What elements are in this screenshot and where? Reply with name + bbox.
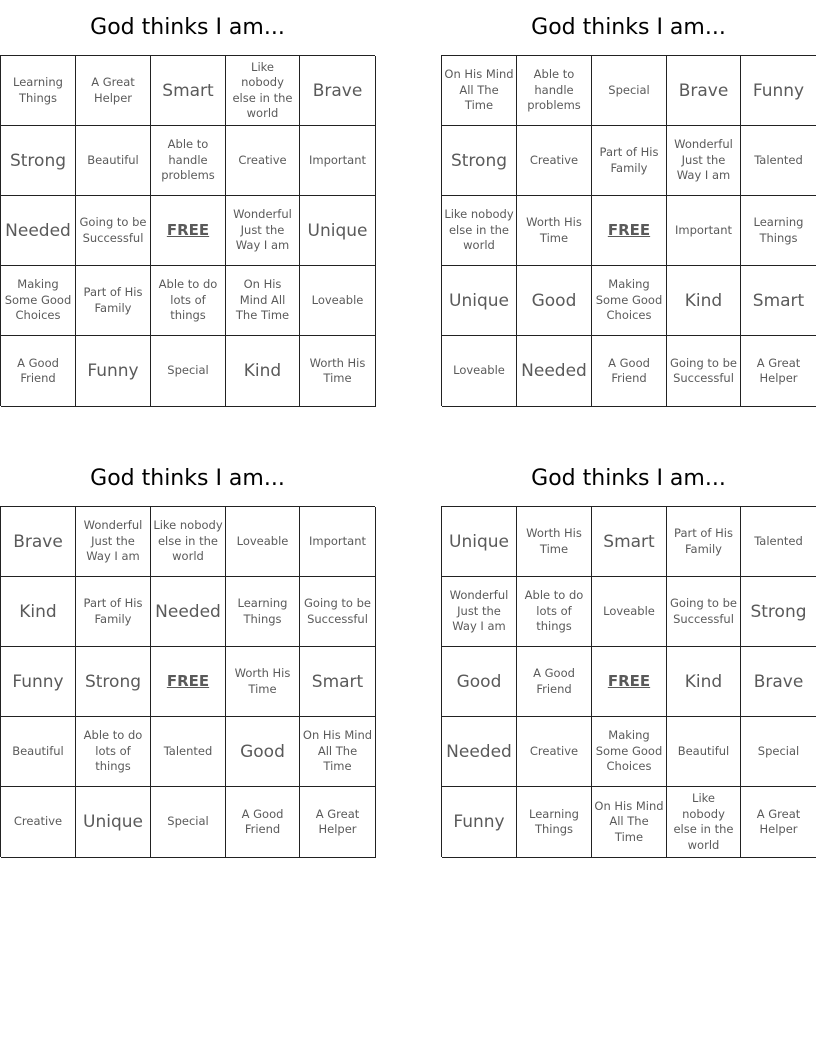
bingo-cell: Learning Things — [517, 787, 592, 858]
bingo-cell: Needed — [517, 336, 592, 407]
card-title: God thinks I am... — [531, 466, 726, 491]
bingo-cell: Beautiful — [1, 717, 76, 787]
bingo-cell: Beautiful — [76, 126, 151, 196]
bingo-grid — [0, 506, 375, 857]
bingo-cell: A Great Helper — [300, 787, 376, 858]
bingo-cell: Part of His Family — [76, 266, 151, 336]
bingo-cell: Able to handle problems — [517, 56, 592, 126]
bingo-cell: Kind — [226, 336, 300, 407]
bingo-cell: Strong — [1, 126, 76, 196]
bingo-cell: Worth His Time — [300, 336, 376, 407]
bingo-cell: Part of His Family — [592, 126, 667, 196]
bingo-cell: Good — [517, 266, 592, 336]
bingo-cell: Making Some Good Choices — [1, 266, 76, 336]
bingo-cell: Learning Things — [741, 196, 816, 266]
bingo-cell: Able to do lots of things — [76, 717, 151, 787]
bingo-cell: Wonderful Just the Way I am — [76, 507, 151, 577]
bingo-cell: Able to do lots of things — [517, 577, 592, 647]
bingo-cell: Special — [151, 336, 226, 407]
bingo-cell: A Good Friend — [592, 336, 667, 407]
bingo-cell: Loveable — [592, 577, 667, 647]
bingo-cell: Like nobody else in the world — [442, 196, 517, 266]
card-title: God thinks I am... — [90, 15, 285, 40]
bingo-cell: Going to be Successful — [667, 336, 741, 407]
bingo-cell: Learning Things — [226, 577, 300, 647]
bingo-cell: A Great Helper — [741, 787, 816, 858]
bingo-cell: Worth His Time — [226, 647, 300, 717]
bingo-cell: Part of His Family — [76, 577, 151, 647]
bingo-cell: On His Mind All The Time — [592, 787, 667, 858]
bingo-cell: Making Some Good Choices — [592, 717, 667, 787]
bingo-cell: A Good Friend — [1, 336, 76, 407]
free-space: FREE — [151, 647, 226, 717]
bingo-cell: Funny — [76, 336, 151, 407]
bingo-cell: On His Mind All The Time — [226, 266, 300, 336]
bingo-cell: Important — [667, 196, 741, 266]
bingo-cell: Going to be Successful — [300, 577, 376, 647]
bingo-cell: Unique — [442, 507, 517, 577]
bingo-cell: Kind — [1, 577, 76, 647]
card-title: God thinks I am... — [531, 15, 726, 40]
bingo-grid — [0, 55, 375, 406]
bingo-cell: A Good Friend — [517, 647, 592, 717]
bingo-cell: A Great Helper — [76, 56, 151, 126]
bingo-cell: Smart — [300, 647, 376, 717]
bingo-cell: Needed — [1, 196, 76, 266]
bingo-cell: Strong — [442, 126, 517, 196]
free-space: FREE — [592, 647, 667, 717]
bingo-cell: Brave — [741, 647, 816, 717]
bingo-cell: On His Mind All The Time — [300, 717, 376, 787]
bingo-cell: Brave — [300, 56, 376, 126]
card-title: God thinks I am... — [90, 466, 285, 491]
bingo-cell: Going to be Successful — [667, 577, 741, 647]
bingo-cell: Funny — [1, 647, 76, 717]
bingo-cell: Brave — [667, 56, 741, 126]
bingo-cell: On His Mind All The Time — [442, 56, 517, 126]
bingo-cell: Smart — [592, 507, 667, 577]
bingo-cell: Special — [151, 787, 226, 858]
bingo-cell: Needed — [151, 577, 226, 647]
bingo-cell: Like nobody else in the world — [226, 56, 300, 126]
bingo-cell: Talented — [741, 507, 816, 577]
bingo-cell: Unique — [76, 787, 151, 858]
bingo-cell: Strong — [76, 647, 151, 717]
bingo-cell: Loveable — [300, 266, 376, 336]
bingo-cell: Important — [300, 126, 376, 196]
bingo-cell: Wonderful Just the Way I am — [226, 196, 300, 266]
bingo-cell: Funny — [741, 56, 816, 126]
bingo-cell: Strong — [741, 577, 816, 647]
bingo-cell: Important — [300, 507, 376, 577]
bingo-cell: Needed — [442, 717, 517, 787]
bingo-cell: Learning Things — [1, 56, 76, 126]
bingo-cell: Creative — [1, 787, 76, 858]
bingo-cell: Good — [226, 717, 300, 787]
bingo-cell: A Great Helper — [741, 336, 816, 407]
bingo-cell: Special — [592, 56, 667, 126]
bingo-cell: Going to be Successful — [76, 196, 151, 266]
bingo-cell: Unique — [300, 196, 376, 266]
bingo-cell: Brave — [1, 507, 76, 577]
bingo-cell: Good — [442, 647, 517, 717]
bingo-cell: Like nobody else in the world — [667, 787, 741, 858]
bingo-cell: Kind — [667, 266, 741, 336]
bingo-cell: Loveable — [226, 507, 300, 577]
bingo-cell: Talented — [741, 126, 816, 196]
bingo-cell: Creative — [226, 126, 300, 196]
bingo-cell: Able to do lots of things — [151, 266, 226, 336]
bingo-cell: Beautiful — [667, 717, 741, 787]
bingo-cell: Creative — [517, 717, 592, 787]
bingo-cell: Like nobody else in the world — [151, 507, 226, 577]
bingo-cell: Smart — [151, 56, 226, 126]
bingo-cell: Worth His Time — [517, 196, 592, 266]
bingo-cell: A Good Friend — [226, 787, 300, 858]
bingo-cell: Kind — [667, 647, 741, 717]
bingo-cell: Loveable — [442, 336, 517, 407]
bingo-cell: Making Some Good Choices — [592, 266, 667, 336]
bingo-cell: Funny — [442, 787, 517, 858]
free-space: FREE — [592, 196, 667, 266]
bingo-cell: Unique — [442, 266, 517, 336]
bingo-cell: Wonderful Just the Way I am — [667, 126, 741, 196]
bingo-cell: Talented — [151, 717, 226, 787]
bingo-cell: Creative — [517, 126, 592, 196]
bingo-grid — [441, 506, 816, 857]
bingo-cell: Wonderful Just the Way I am — [442, 577, 517, 647]
free-space: FREE — [151, 196, 226, 266]
bingo-cell: Part of His Family — [667, 507, 741, 577]
bingo-cell: Able to handle problems — [151, 126, 226, 196]
bingo-cell: Special — [741, 717, 816, 787]
bingo-cell: Worth His Time — [517, 507, 592, 577]
bingo-grid — [441, 55, 816, 406]
bingo-cell: Smart — [741, 266, 816, 336]
